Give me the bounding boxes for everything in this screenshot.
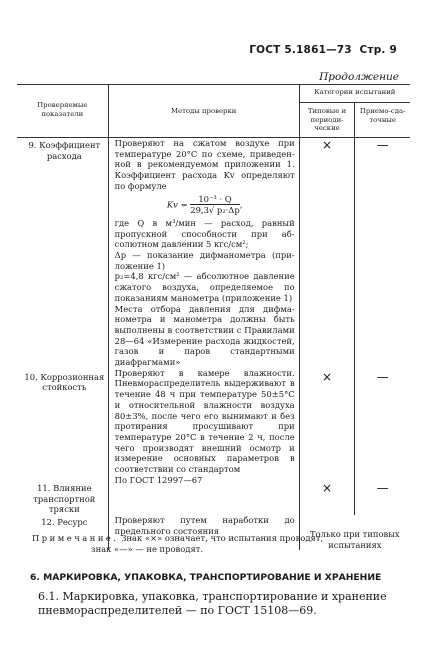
method-text: Места отбора давления для дифманометра и манометра должны быть выполнены в соответствии с Правилами 28—64 «Измерение расхода жидкостей, газов и паров стандартными диафрагмами»: [114, 303, 295, 368]
flow-coefficient-formula: [115, 194, 295, 216]
method-text: Проверяют в камере влажности. Пневмораспределитель выдерживают в течение 48 ч при температуре 50±5°C и относительной влажности воздуха 80±3%, после чего его вынимают и без протирания просушивают при температуре 20°C в течение 2 ч, после чего производят внешний осмотр и измерение основных параметров в соответствии со стандартом: [108, 368, 299, 475]
acceptance-mark: —: [355, 368, 410, 475]
section-title: 6. МАРКИРОВКА, УПАКОВКА, ТРАНСПОРТИРОВАНИЕ И ХРАНЕНИЕ: [30, 572, 382, 583]
table-row: [17, 138, 410, 368]
typical-mark: ×: [299, 368, 355, 475]
row-number: 9.: [28, 140, 37, 150]
note-label: Примечание.: [32, 533, 119, 543]
method-text: где Q в м³/мин — расход, равный пропускной способности при абсолютном давлении 5 кгс/см²;: [114, 217, 295, 250]
method-text: p₂=4,8 кгс/см² — абсолютное давление сжатого воздуха, определяемое по показаниям манометра (приложение 1): [114, 271, 295, 303]
continuation-label: Продолжение: [319, 71, 399, 83]
note-line-1: Знак «×» означает, что испытания проводят,: [121, 533, 324, 543]
row-param: Ресурс: [57, 516, 88, 527]
formula-numerator: 10⁻³ · Q: [190, 194, 239, 206]
table-row: [17, 368, 410, 475]
merged-category-note: Только при типовых испытаниях: [299, 515, 410, 550]
row-param: Коррозионная стойкость: [40, 371, 105, 393]
method-text: Проверяют путем наработки до предельного состояния: [108, 515, 299, 550]
row-number: 12.: [41, 516, 55, 527]
acceptance-mark: —: [355, 475, 410, 515]
typical-mark: ×: [299, 138, 355, 368]
section-paragraph: 6.1. Маркировка, упаковка, транспортирование и хранение пневмораспределителей — по ГОСТ 15108—69.: [38, 590, 387, 617]
header-acceptance: Приемо-сдаточные: [355, 103, 410, 138]
method-text: По ГОСТ 12997—67: [108, 475, 299, 515]
page-label: Стр.: [359, 44, 386, 56]
test-methods-table: [17, 84, 410, 550]
header-params: Проверяемые показатели: [17, 85, 108, 138]
formula-end: ,: [239, 199, 243, 210]
row-number: 10.: [24, 371, 38, 382]
page-header: [249, 44, 397, 56]
page-number: 9: [389, 44, 397, 56]
formula-lhs: Kv =: [166, 199, 188, 210]
acceptance-mark: —: [355, 138, 410, 368]
method-text: Δp — показание дифманометра (приложение 1): [114, 250, 295, 271]
header-categories: Категории испытаний: [299, 85, 410, 103]
typical-mark: ×: [299, 475, 355, 515]
standard-number: ГОСТ 5.1861—73: [249, 44, 352, 56]
row-param: Влияние транспортной тряски: [33, 482, 96, 515]
table-footnote: [32, 533, 323, 555]
row-number: 11.: [37, 482, 51, 493]
method-text: Проверяют на сжатом воздухе при температуре 20°C по схеме, приведенной в рекомендуемом приложении 1. Коэффициент расхода Kv определяют по формуле: [114, 138, 295, 191]
note-line-2: знак «—» — не проводят.: [91, 544, 204, 554]
row-param: Коэффициент расхода: [39, 140, 101, 161]
header-methods: Методы проверки: [108, 85, 299, 138]
formula-denominator: 29,3√ p₂·Δp: [190, 205, 240, 216]
table-row: [17, 475, 410, 515]
header-typical: Типовые и периодические: [299, 103, 355, 138]
